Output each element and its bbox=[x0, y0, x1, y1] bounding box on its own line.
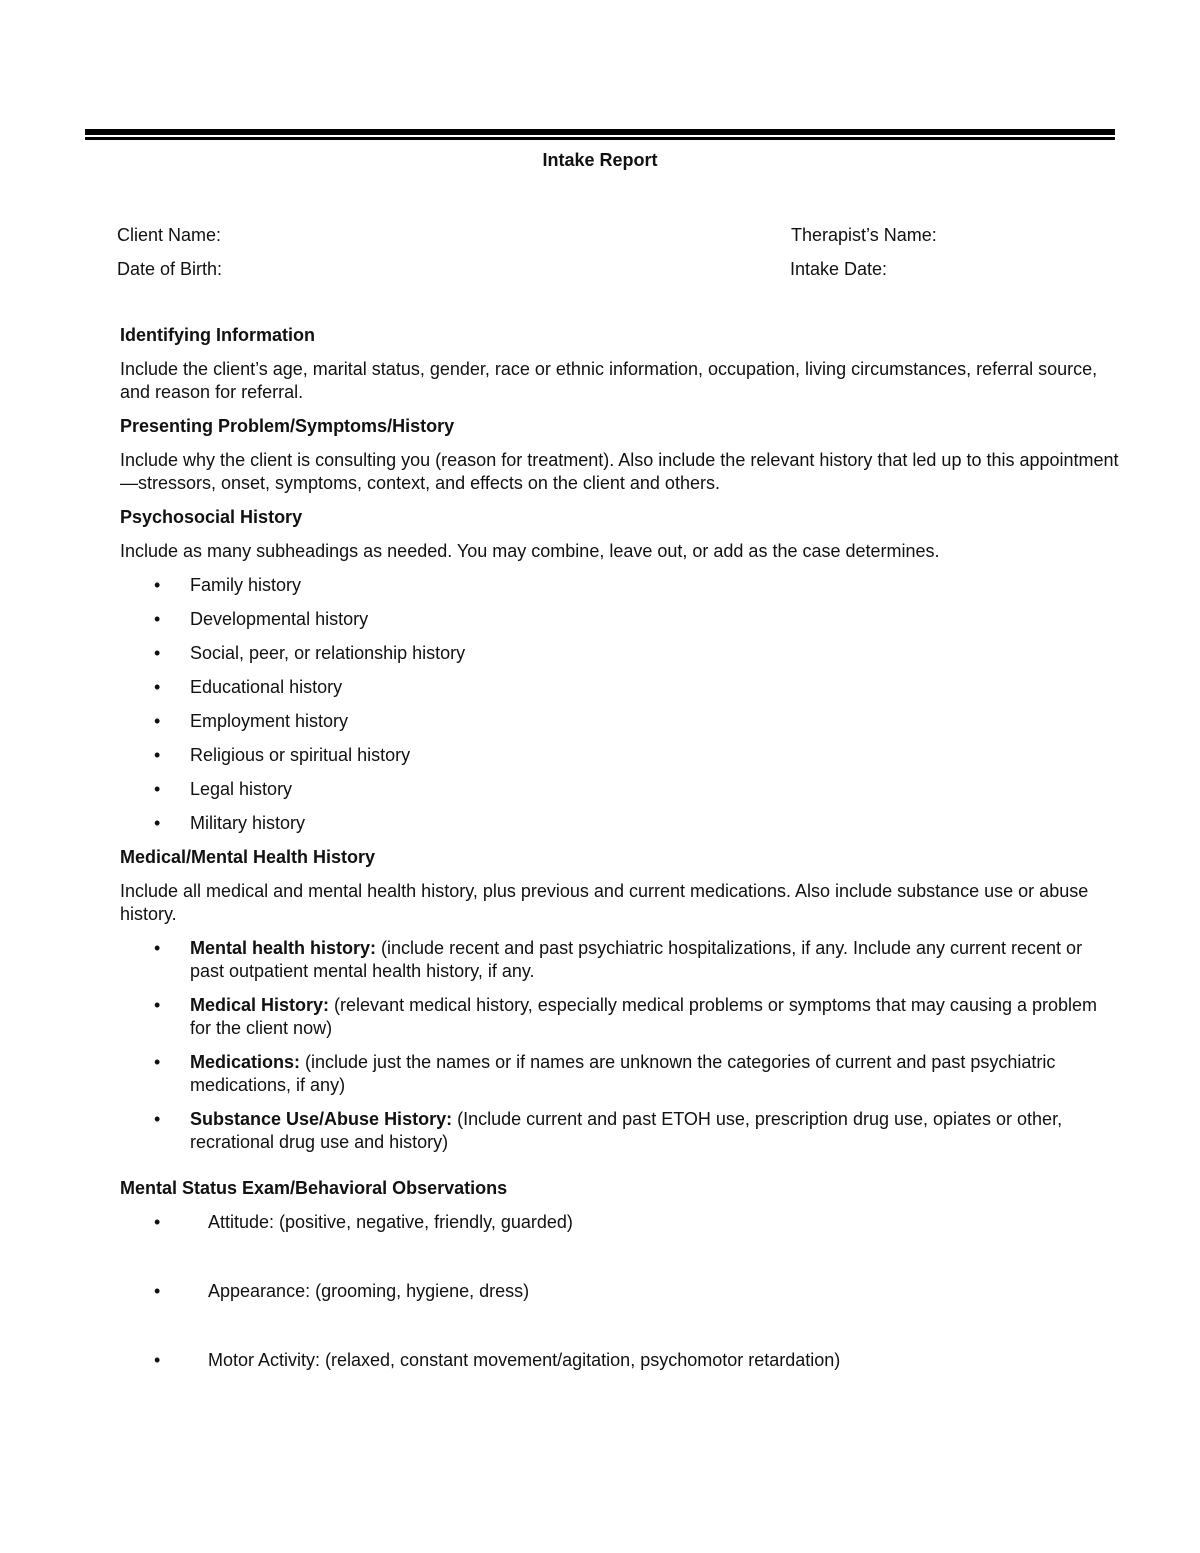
list-item-text: (include recent and past psychiatric hospitalizations, if any. Include any current recent or past outpatient mental health history, if any. bbox=[190, 938, 1083, 981]
list-item bbox=[120, 1108, 1120, 1154]
list-item bbox=[120, 1349, 1120, 1372]
list-item bbox=[120, 778, 1120, 801]
list-item-text: Religious or spiritual history bbox=[190, 745, 411, 765]
bullet-icon: • bbox=[154, 1052, 161, 1072]
bullet-icon: • bbox=[154, 677, 161, 697]
list-item bbox=[120, 608, 1120, 631]
list-item-label: Medications: bbox=[190, 1052, 301, 1072]
list-item-text: Educational history bbox=[190, 677, 343, 697]
document-body bbox=[120, 324, 1120, 1418]
client-name-label: Client Name: bbox=[117, 225, 222, 245]
list-item-text: Employment history bbox=[190, 711, 349, 731]
list-item-text: Family history bbox=[190, 575, 302, 595]
header-rule-thick bbox=[85, 129, 1115, 135]
list-item bbox=[120, 1211, 1120, 1234]
list-item-label: Medical History: bbox=[190, 995, 330, 1015]
list-item bbox=[120, 744, 1120, 767]
list-item-label: Mental health history: bbox=[190, 938, 377, 958]
identifying-heading: Identifying Information bbox=[120, 325, 315, 345]
intake-date-label: Intake Date: bbox=[790, 259, 888, 279]
list-item bbox=[120, 1280, 1120, 1303]
presenting-text: Include why the client is consulting you (reason for treatment). Also include the relevant history that led up to this appointment—stressors, onset, symptoms, context, and effects on the client and others. bbox=[120, 450, 1119, 493]
psychosocial-text: Include as many subheadings as needed. You may combine, leave out, or add as the case determines. bbox=[120, 541, 940, 561]
bullet-icon: • bbox=[154, 711, 161, 731]
list-item bbox=[120, 812, 1120, 835]
bullet-icon: • bbox=[154, 995, 161, 1015]
list-item-text: (Include current and past ETOH use, prescription drug use, opiates or other, recrational drug use and history) bbox=[190, 1109, 1063, 1152]
list-item-text: Military history bbox=[190, 813, 306, 833]
mse-heading: Mental Status Exam/Behavioral Observations bbox=[120, 1178, 508, 1198]
list-item bbox=[120, 994, 1120, 1040]
list-item-label: Substance Use/Abuse History: bbox=[190, 1109, 453, 1129]
identifying-text: Include the client’s age, marital status, gender, race or ethnic information, occupation, living circumstances, referral source, and reason for referral. bbox=[120, 359, 1098, 402]
list-item-text: Motor Activity: (relaxed, constant movement/agitation, psychomotor retardation) bbox=[208, 1350, 841, 1370]
bullet-icon: • bbox=[154, 1281, 161, 1301]
medical-heading: Medical/Mental Health History bbox=[120, 847, 376, 867]
bullet-icon: • bbox=[154, 1212, 161, 1232]
date-of-birth-label: Date of Birth: bbox=[117, 259, 223, 279]
bullet-icon: • bbox=[154, 575, 161, 595]
list-item bbox=[120, 574, 1120, 597]
document-title: Intake Report bbox=[542, 150, 658, 170]
bullet-icon: • bbox=[154, 1109, 161, 1129]
medical-list bbox=[120, 937, 1120, 1154]
presenting-heading: Presenting Problem/Symptoms/History bbox=[120, 416, 455, 436]
psychosocial-heading: Psychosocial History bbox=[120, 507, 303, 527]
list-item-text: Social, peer, or relationship history bbox=[190, 643, 466, 663]
list-item-text: Appearance: (grooming, hygiene, dress) bbox=[208, 1281, 530, 1301]
bullet-icon: • bbox=[154, 609, 161, 629]
bullet-icon: • bbox=[154, 813, 161, 833]
therapist-name-label: Therapist’s Name: bbox=[791, 225, 937, 245]
list-item bbox=[120, 937, 1120, 983]
medical-text: Include all medical and mental health history, plus previous and current medications. Also include substance use or abuse history. bbox=[120, 881, 1089, 924]
psychosocial-list bbox=[120, 574, 1120, 835]
list-item-text: Attitude: (positive, negative, friendly, guarded) bbox=[208, 1212, 573, 1232]
list-item-text: (relevant medical history, especially medical problems or symptoms that may causing a problem for the client now) bbox=[190, 995, 1098, 1038]
list-item bbox=[120, 710, 1120, 733]
list-item-text: Developmental history bbox=[190, 609, 369, 629]
mse-list bbox=[120, 1211, 1120, 1372]
list-item bbox=[120, 642, 1120, 665]
bullet-icon: • bbox=[154, 779, 161, 799]
bullet-icon: • bbox=[154, 938, 161, 958]
list-item-text: Legal history bbox=[190, 779, 293, 799]
list-item-text: (include just the names or if names are unknown the categories of current and past psychiatric medications, if any) bbox=[190, 1052, 1056, 1095]
header-rule-thin bbox=[85, 137, 1115, 140]
list-item bbox=[120, 1051, 1120, 1097]
bullet-icon: • bbox=[154, 745, 161, 765]
bullet-icon: • bbox=[154, 1350, 161, 1370]
list-item bbox=[120, 676, 1120, 699]
bullet-icon: • bbox=[154, 643, 161, 663]
